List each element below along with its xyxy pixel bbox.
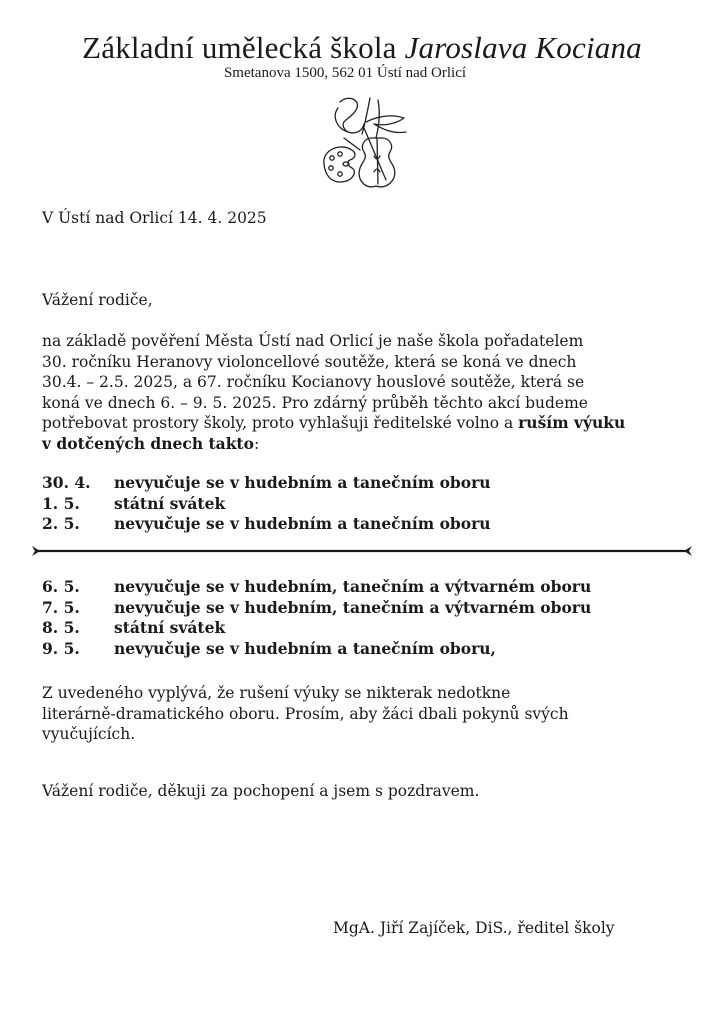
schedule-text: nevyučuje se v hudebním, tanečním a výtvarném oboru [114,597,592,617]
schedule-row [42,577,591,598]
school-address: Smetanova 1500, 562 01 Ústí nad Orlicí [223,65,467,81]
body-paragraph [42,331,692,454]
schedule-row [42,494,491,515]
note-paragraph [42,683,642,745]
schedule-row [42,514,491,535]
schedule-row [42,598,591,619]
bold-phrase: ruším výuku [518,413,626,432]
schedule-list-1 [42,473,491,535]
schedule-text: nevyučuje se v hudebním a tanečním oboru [114,473,491,492]
schedule-day: 6. 5. [42,577,80,596]
schedule-text: nevyučuje se v hudebním a tanečním oboru, [114,638,496,658]
violin-palette-logo-icon [318,94,410,194]
note-line: vyučujících. [42,725,136,743]
schedule-day: 2. 5. [42,514,80,533]
schedule-day: 8. 5. [42,618,80,637]
body-line: 30. ročníku Heranovy violoncellové soutěže, která se koná ve dnech [42,352,577,371]
schedule-text: státní svátek [114,618,226,637]
schedule-day: 7. 5. [42,597,80,617]
greeting: Vážení rodiče, [42,291,153,309]
body-line: v dotčených dnech takto: [42,433,260,453]
school-name-italic: Jaroslava Kociana [404,30,642,65]
body-line: potřebovat prostory školy, proto vyhlašuji ředitelské volno a ruším výuku [42,413,626,432]
bold-phrase: v dotčených dnech takto [42,433,254,453]
closing-line: Vážení rodiče, děkuji za pochopení a jsem s pozdravem. [42,782,480,800]
schedule-text: nevyučuje se v hudebním a tanečním oboru [114,514,491,533]
place-date: V Ústí nad Orlicí 14. 4. 2025 [42,209,267,227]
note-line: Z uvedeného vyplývá, že rušení výuky se nikterak nedotkne [42,684,511,702]
schedule-list-2 [42,577,591,659]
body-line: na základě pověření Města Ústí nad Orlicí je naše škola pořadatelem [42,332,584,350]
schedule-day: 9. 5. [42,638,80,658]
body-line: koná ve dnech 6. – 9. 5. 2025. Pro zdárný průběh těchto akcí budeme [42,393,588,412]
schedule-row [42,639,591,660]
ornamental-divider [30,541,694,561]
schedule-day: 1. 5. [42,493,80,513]
note-line: literárně-dramatického oboru. Prosím, aby žáci dbali pokynů svých [42,704,569,723]
body-line: 30.4. – 2.5. 2025, a 67. ročníku Kocianovy houslové soutěže, která se [42,373,585,391]
schedule-day: 30. 4. [42,473,91,492]
school-name: Základní umělecká škola [82,30,397,65]
school-title [0,30,724,66]
signature: MgA. Jiří Zajíček, DiS., ředitel školy [333,919,615,937]
schedule-row [42,473,491,494]
schedule-text: nevyučuje se v hudebním, tanečním a výtvarném oboru [114,577,592,596]
schedule-text: státní svátek [114,493,226,513]
schedule-row [42,618,591,639]
